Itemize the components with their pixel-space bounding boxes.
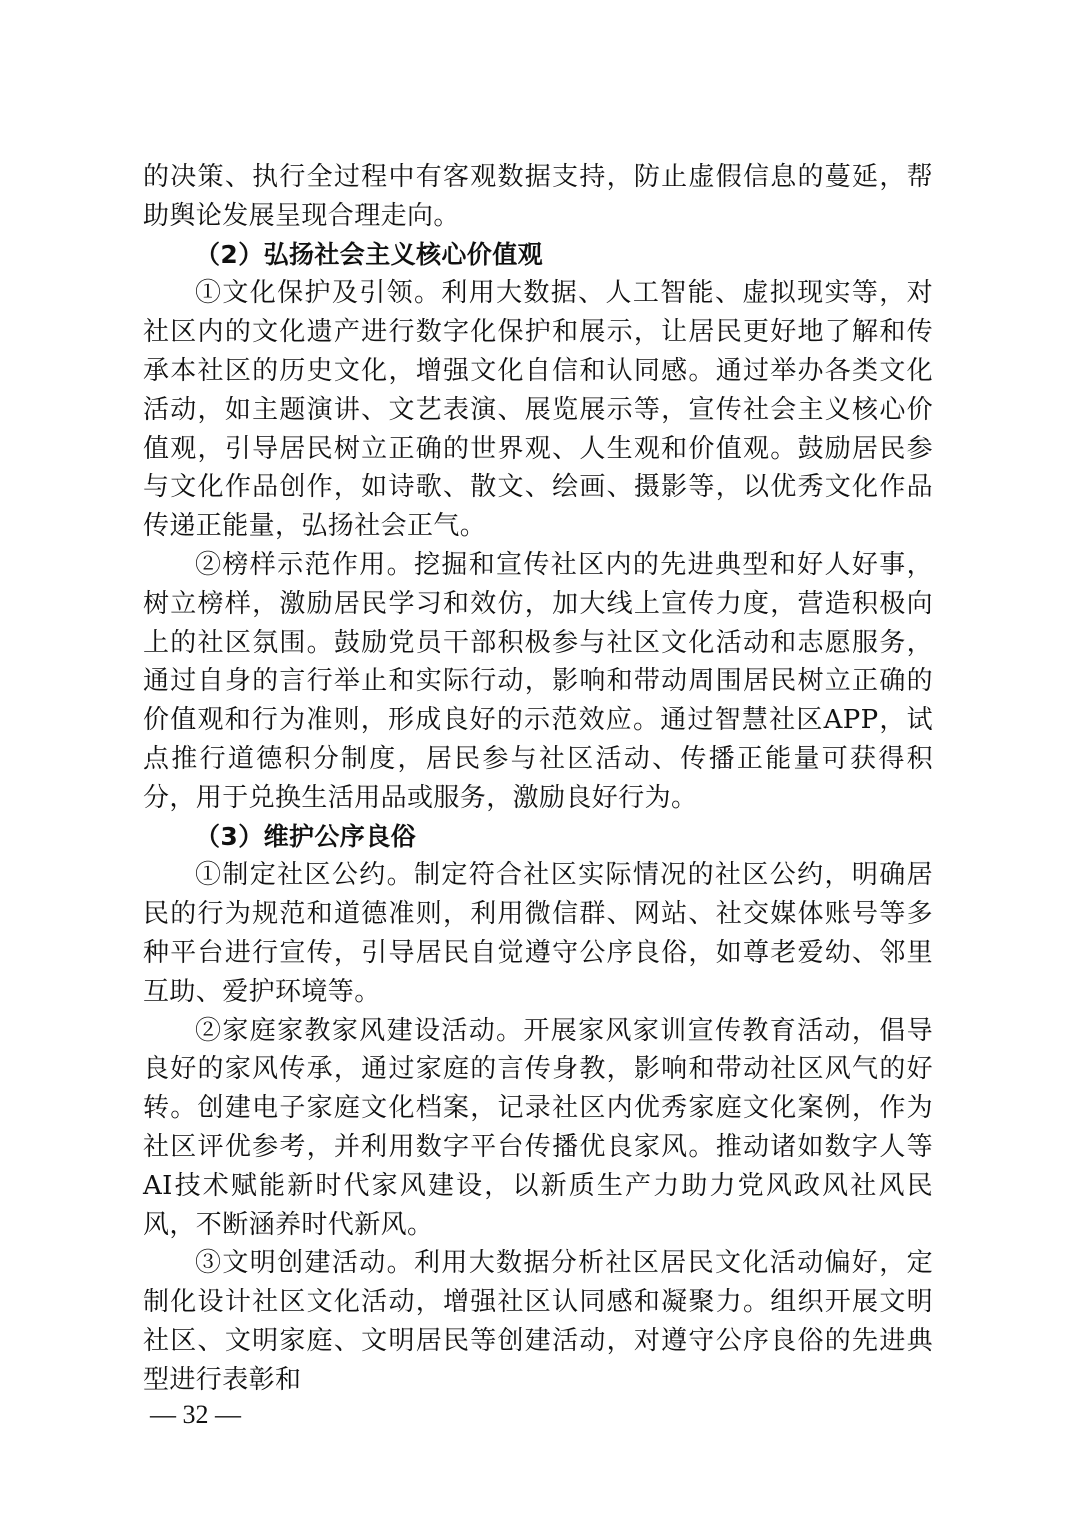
document-body [143,158,933,1400]
section-heading-2: （2）弘扬社会主义核心价值观 [195,239,543,269]
paragraph-family-tradition: ②家庭家教家风建设活动。开展家风家训宣传教育活动，倡导良好的家风传承，通过家庭的言传身教，影响和带动社区风气的好转。创建电子家庭文化档案，记录社区内优秀家庭文化案例，作为社区评优参考，并利用数字平台传播优良家风。推动诸如数字人等AI技术赋能新时代家风建设，以新质生产力助力党风政风社风民风，不断涵养时代新风。 [143,1015,933,1240]
paragraph-continued: 的决策、执行全过程中有客观数据支持，防止虚假信息的蔓延，帮助舆论发展呈现合理走向。 [143,162,933,231]
paragraph-community-convention: ①制定社区公约。制定符合社区实际情况的社区公约，明确居民的行为规范和道德准则，利用微信群、网站、社交媒体账号等多种平台进行宣传，引导居民自觉遵守公序良俗，如尊老爱幼、邻里互助、爱护环境等。 [143,860,933,1007]
section-heading-3: （3）维护公序良俗 [195,821,416,851]
page-number: — 32 — [150,1400,241,1429]
paragraph-cultural-protection: ①文化保护及引领。利用大数据、人工智能、虚拟现实等，对社区内的文化遗产进行数字化保护和展示，让居民更好地了解和传承本社区的历史文化，增强文化自信和认同感。通过举办各类文化活动，如主题演讲、文艺表演、展览展示等，宣传社会主义核心价值观，引导居民树立正确的世界观、人生观和价值观。鼓励居民参与文化作品创作，如诗歌、散文、绘画、摄影等，以优秀文化作品传递正能量，弘扬社会正气。 [143,278,933,542]
paragraph-role-model: ②榜样示范作用。挖掘和宣传社区内的先进典型和好人好事，树立榜样，激励居民学习和效仿，加大线上宣传力度，营造积极向上的社区氛围。鼓励党员干部积极参与社区文化活动和志愿服务，通过自身的言行举止和实际行动，影响和带动周围居民树立正确的价值观和行为准则，形成良好的示范效应。通过智慧社区APP，试点推行道德积分制度，居民参与社区活动、传播正能量可获得积分，用于兑换生活用品或服务，激励良好行为。 [143,549,933,813]
paragraph-civilization-building: ③文明创建活动。利用大数据分析社区居民文化活动偏好，定制化设计社区文化活动，增强社区认同感和凝聚力。组织开展文明社区、文明家庭、文明居民等创建活动，对遵守公序良俗的先进典型进行表彰和 [143,1248,933,1395]
